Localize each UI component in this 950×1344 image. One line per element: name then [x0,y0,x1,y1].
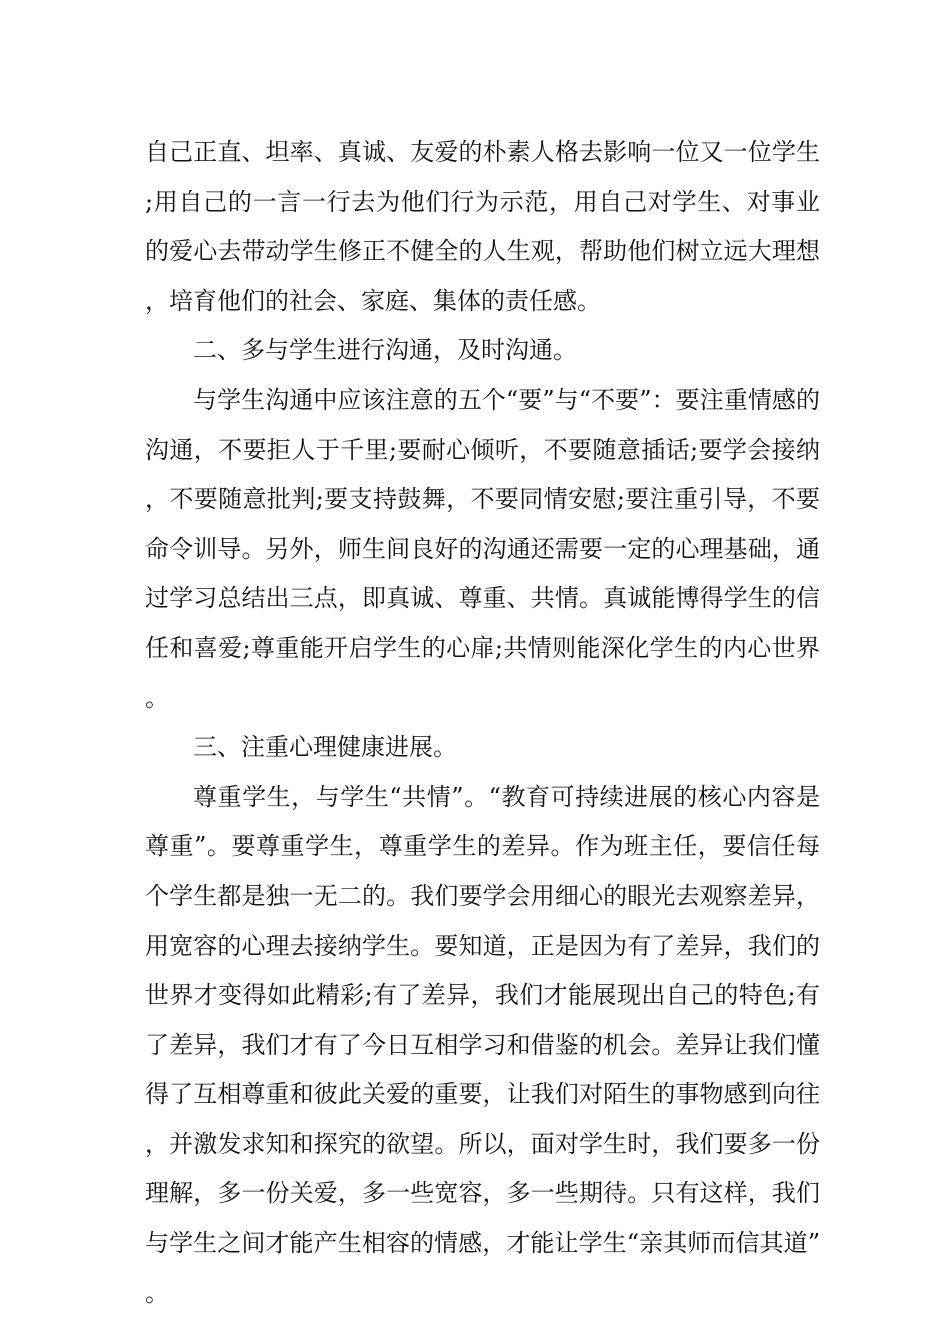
paragraph-respect: 尊重学生，与学生“共情”。“教育可持续进展的核心内容是尊重”。要尊重学生，尊重学生的差异。作为班主任，要信任每个学生都是独一无二的。我们要学会用细心的眼光去观察差异，用宽容的心理去接纳学生。要知道，正是因为有了差异，我们的世界才变得如此精彩;有了差异，我们才能展现出自己的特色;有了差异，我们才有了今日互相学习和借鉴的机会。差异让我们懂得了互相尊重和彼此关爱的重要，让我们对陌生的事物感到向往，并激发求知和探究的欲望。所以，面对学生时，我们要多一份理解，多一份关爱，多一些宽容，多一些期待。只有这样，我们与学生之间才能产生相容的情感，才能让学生“亲其师而信其道”。 [145,782,820,1307]
section-heading-communication: 二、多与学生进行沟通，及时沟通。 [193,336,577,365]
section-heading-mental-health: 三、注重心理健康进展。 [193,733,457,762]
document-body [145,128,820,1318]
paragraph-communication: 与学生沟通中应该注意的五个“要”与“不要”：要注重情感的沟通，不要拒人于千里;要耐心倾听，不要随意插话;要学会接纳，不要随意批判;要支持鼓舞，不要同情安慰;要注重引导，不要命令训导。另外，师生间良好的沟通还需要一定的心理基础，通过学习总结出三点，即真诚、尊重、共情。真诚能博得学生的信任和喜爱;尊重能开启学生的心扉;共情则能深化学生的内心世界。 [145,385,820,712]
paragraph-continued: 自己正直、坦率、真诚、友爱的朴素人格去影响一位又一位学生;用自己的一言一行去为他们行为示范，用自己对学生、对事业的爱心去带动学生修正不健全的人生观，帮助他们树立远大理想，培育他们的社会、家庭、集体的责任感。 [145,138,820,315]
